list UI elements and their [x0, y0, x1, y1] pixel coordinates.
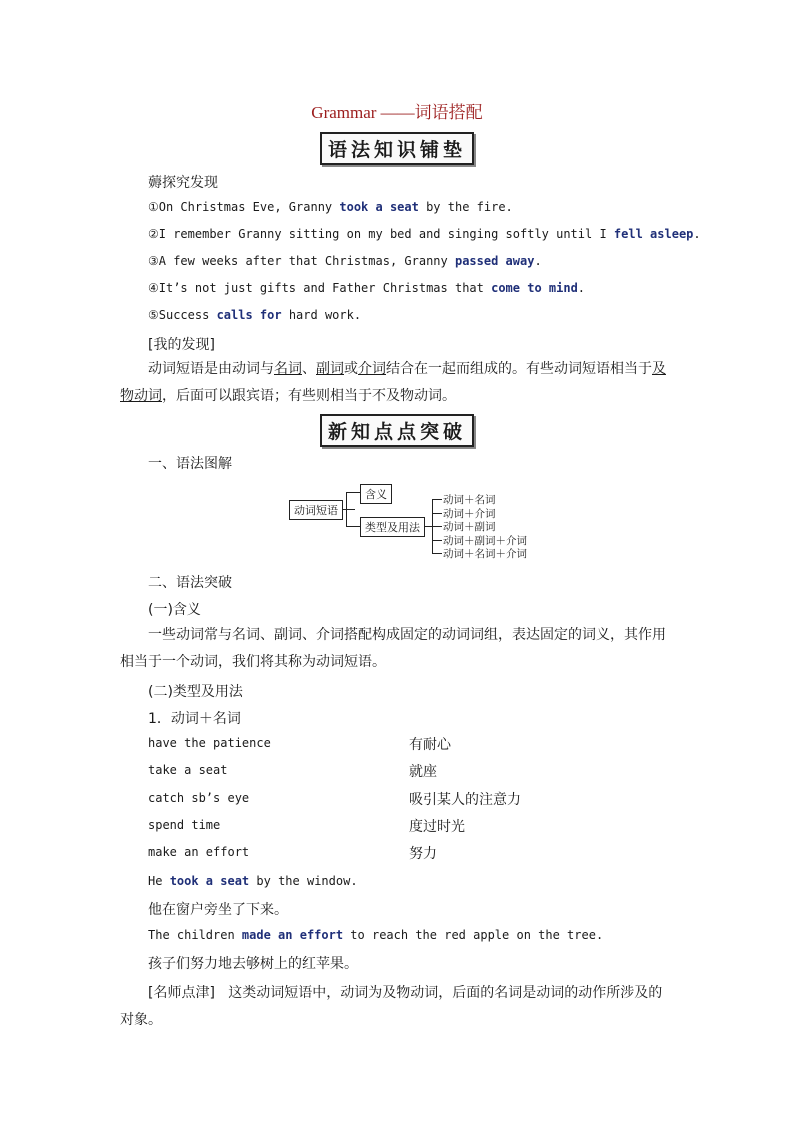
diagram-connector [343, 509, 355, 510]
keyword: passed away [454, 254, 535, 268]
phrase-chinese: 努力 [409, 846, 437, 863]
diagram-connector [432, 513, 442, 514]
banner-grammar-basics [0, 132, 794, 165]
example-item [148, 227, 701, 241]
keyword: fell asleep [613, 227, 694, 241]
page-title: Grammar ——词语搭配 [311, 103, 483, 122]
sentence-text: ⑤Success [148, 308, 217, 322]
keyword: took a seat [339, 200, 419, 214]
sentence-text: ③A few weeks after that Christmas, Granny [148, 254, 455, 268]
diagram-connector [424, 526, 432, 527]
example-item [148, 254, 542, 268]
keyword: calls for [216, 308, 282, 322]
example-translation-2: 孩子们努力地去够树上的红苹果。 [148, 956, 358, 972]
diagram-branch: 动词＋介词 [443, 507, 496, 520]
tip-label: [名师点津] [148, 985, 215, 1001]
subsection-types: (二)类型及用法 [148, 684, 243, 700]
phrase-english: take a seat [148, 763, 228, 778]
item-verb-noun: 1．动词＋名词 [148, 711, 241, 727]
example-translation-1: 他在窗户旁坐了下来。 [148, 902, 288, 918]
example-item [148, 308, 361, 322]
discovery-text: 、 [302, 361, 316, 377]
sentence-text: hard work. [281, 308, 362, 322]
diagram-connector [346, 526, 360, 527]
underlined-answer: 及物动词 [120, 361, 666, 404]
sentence-text: ④It’s not just gifts and Father Christmas that [148, 281, 492, 295]
phrase-english: make an effort [148, 845, 250, 860]
meaning-paragraph: 一些动词常与名词、副词、介词搭配构成固定的动词词组，表达固定的词义，其作用相当于一个动词，我们将其称为动词短语。 [120, 627, 666, 670]
underlined-answer: 副词 [316, 361, 344, 377]
example-item [148, 200, 513, 214]
teacher-tip [120, 980, 676, 1034]
sentence-text: . [577, 281, 586, 295]
example-item [148, 281, 585, 295]
underlined-answer: 介词 [358, 361, 386, 377]
sentence-text: The children [148, 928, 242, 942]
sentence-text: . [693, 227, 701, 241]
diagram-branch: 动词＋名词＋介词 [443, 548, 527, 560]
discovery-text: 结合在一起而组成的。有些动词短语相当于 [386, 361, 652, 377]
discovery-text: 或 [344, 361, 358, 377]
example-sentence-1 [148, 874, 358, 888]
phrase-chinese: 就座 [409, 764, 437, 781]
sentence-text: ②I remember Granny sitting on my bed and singing softly until I [148, 227, 614, 241]
sentence-text: by the window. [249, 874, 358, 888]
diagram-types: 类型及用法 [360, 517, 425, 537]
section-grammar-diagram: 一、语法图解 [148, 456, 232, 472]
example-sentence-2 [148, 928, 603, 942]
banner-new-knowledge-text: 新知点点突破 [320, 414, 474, 447]
sentence-text: to reach the red apple on the tree. [343, 928, 604, 942]
subsection-meaning: (一)含义 [148, 602, 201, 618]
keyword: took a seat [169, 874, 250, 888]
phrase-chinese: 吸引某人的注意力 [409, 791, 521, 808]
diagram-connector [346, 492, 347, 526]
banner-grammar-basics-text: 语法知识铺垫 [320, 132, 474, 165]
diagram-branch: 动词＋副词＋介词 [443, 534, 527, 547]
section-grammar-breakthrough: 二、语法突破 [148, 575, 232, 591]
sentence-text: by the fire. [418, 200, 513, 214]
diagram-meaning: 含义 [360, 484, 392, 504]
diagram-connector [346, 492, 360, 493]
discovery-paragraph [120, 356, 676, 410]
phrase-english: catch sb’s eye [148, 790, 250, 805]
diagram-branch: 动词＋副词 [443, 521, 496, 533]
discovery-label: [我的发现] [148, 337, 215, 353]
discovery-text: ，后面可以跟宾语；有些则相当于不及物动词。 [162, 388, 456, 404]
discovery-text: 动词短语是由动词与 [148, 361, 274, 377]
phrase-chinese: 有耐心 [409, 737, 451, 753]
diagram-connector [432, 540, 442, 541]
phrase-english: have the patience [148, 736, 271, 750]
diagram-branch: 动词＋名词 [443, 494, 496, 506]
banner-new-knowledge [0, 414, 794, 447]
diagram-connector [432, 499, 442, 500]
sentence-text: . [534, 254, 542, 268]
keyword: made an effort [241, 928, 344, 942]
explore-label: 薅探究发现 [148, 175, 218, 191]
diagram-connector [432, 553, 442, 554]
tip-text: 这类动词短语中，动词为及物动词，后面的名词是动词的动作所涉及的对象。 [120, 985, 663, 1028]
underlined-answer: 名词 [274, 361, 302, 377]
phrase-english: spend time [148, 817, 221, 832]
phrase-chinese: 度过时光 [409, 818, 465, 835]
diagram-connector [432, 526, 442, 527]
sentence-text: ①On Christmas Eve, Granny [148, 200, 340, 214]
sentence-text: He [148, 874, 170, 888]
keyword: come to mind [491, 281, 578, 295]
diagram-root: 动词短语 [289, 500, 343, 520]
